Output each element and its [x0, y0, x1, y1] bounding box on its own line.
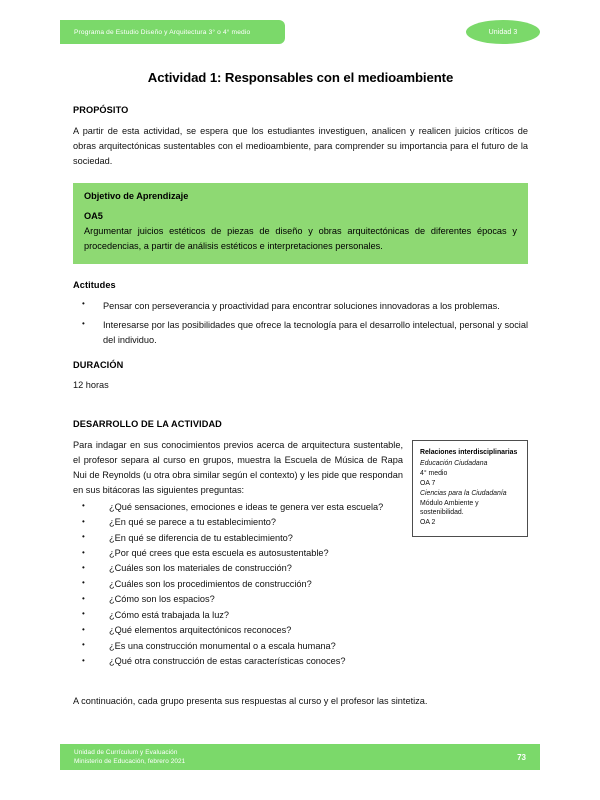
- relaciones-line: Ciencias para la Ciudadanía: [420, 489, 507, 497]
- list-item: • ¿En qué se parece a tu establecimiento?: [73, 515, 528, 530]
- relaciones-line: OA 7: [420, 479, 436, 487]
- page-title: Actividad 1: Responsables con el medioambiente: [147, 70, 454, 85]
- program-banner-label: Programa de Estudio Diseño y Arquitectura 3° o 4° medio: [74, 28, 251, 36]
- list-item: • Pensar con perseverancia y proactividad para encontrar soluciones innovadoras a los problemas.: [73, 299, 528, 314]
- page-footer: [60, 744, 540, 770]
- footer-credits: [74, 748, 185, 767]
- objetivo-code: OA5: [84, 210, 103, 221]
- list-item: • ¿Cuáles son los procedimientos de construcción?: [73, 577, 528, 592]
- list-item: • Interesarse por las posibilidades que ofrece la tecnología para el desarrollo intelectual, personal y social del individuo.: [73, 318, 528, 348]
- proposito-heading: PROPÓSITO: [73, 105, 129, 115]
- relaciones-line: Módulo Ambiente y: [420, 499, 479, 507]
- desarrollo-section: [73, 438, 528, 709]
- list-item: • ¿Cuáles son los materiales de construcción?: [73, 561, 528, 576]
- actitudes-heading: Actitudes: [73, 279, 116, 290]
- unit-badge-label: Unidad 3: [488, 28, 518, 36]
- unit-badge: [466, 20, 540, 44]
- questions-list: [73, 500, 528, 670]
- relaciones-line: sostenibilidad.: [420, 509, 464, 517]
- proposito-paragraph: A partir de esta actividad, se espera que los estudiantes investiguen, analicen y realicen juicios críticos de obras arquitectónicas sustentables con el medioambiente, para comprender su importancia para el futuro de la sociedad.: [73, 126, 528, 166]
- page-header: [0, 20, 600, 44]
- list-item: • ¿Cómo está trabajada la luz?: [73, 608, 528, 623]
- desarrollo-closing-paragraph: A continuación, cada grupo presenta sus respuestas al curso y el profesor las sintetiza.: [73, 695, 428, 706]
- list-item: • ¿Qué sensaciones, emociones e ideas te genera ver esta escuela?: [73, 500, 528, 515]
- list-item: • ¿Es una construcción monumental o a escala humana?: [73, 639, 528, 654]
- list-item: • ¿Qué elementos arquitectónicos reconoces?: [73, 623, 528, 638]
- list-item: • ¿Cómo son los espacios?: [73, 592, 528, 607]
- relaciones-line: 4° medio: [420, 470, 448, 478]
- actitudes-list: [73, 299, 528, 349]
- duracion-heading: DURACIÓN: [73, 360, 124, 371]
- footer-line-2: Ministerio de Educación, febrero 2021: [74, 758, 186, 765]
- objetivo-aprendizaje-box: [73, 183, 528, 264]
- list-item: • ¿En qué se diferencia de tu establecimiento?: [73, 531, 528, 546]
- desarrollo-heading: DESARROLLO DE LA ACTIVIDAD: [73, 419, 222, 430]
- relaciones-line: Educación Ciudadana: [420, 460, 488, 468]
- relaciones-box-title: Relaciones interdisciplinarias: [420, 449, 518, 457]
- duracion-value: 12 horas: [73, 380, 109, 391]
- desarrollo-intro-paragraph: Para indagar en sus conocimientos previos acerca de arquitectura sustentable, el profesor separa al curso en grupos, muestra la Escuela de Música de Rapa Nui de Reynolds (u otra obra similar según el contexto) y les pide que respondan en sus bitácoras las siguientes preguntas:: [73, 440, 403, 495]
- objetivo-box-title: Objetivo de Aprendizaje: [84, 190, 189, 201]
- list-item: • ¿Qué otra construcción de estas características conoces?: [73, 654, 528, 669]
- desarrollo-column: [73, 438, 403, 498]
- objetivo-text: Argumentar juicios estéticos de piezas de diseño y obras arquitectónicas de diferentes épocas y procedencias, a partir de análisis estéticos e interpretaciones personales.: [84, 225, 517, 251]
- page-content: [73, 70, 528, 709]
- page-number: 73: [517, 752, 526, 762]
- list-item: • ¿Por qué crees que esta escuela es autosustentable?: [73, 546, 528, 561]
- footer-line-1: Unidad de Currículum y Evaluación: [74, 748, 178, 756]
- program-banner: [60, 20, 285, 44]
- relaciones-line: OA 2: [420, 519, 436, 527]
